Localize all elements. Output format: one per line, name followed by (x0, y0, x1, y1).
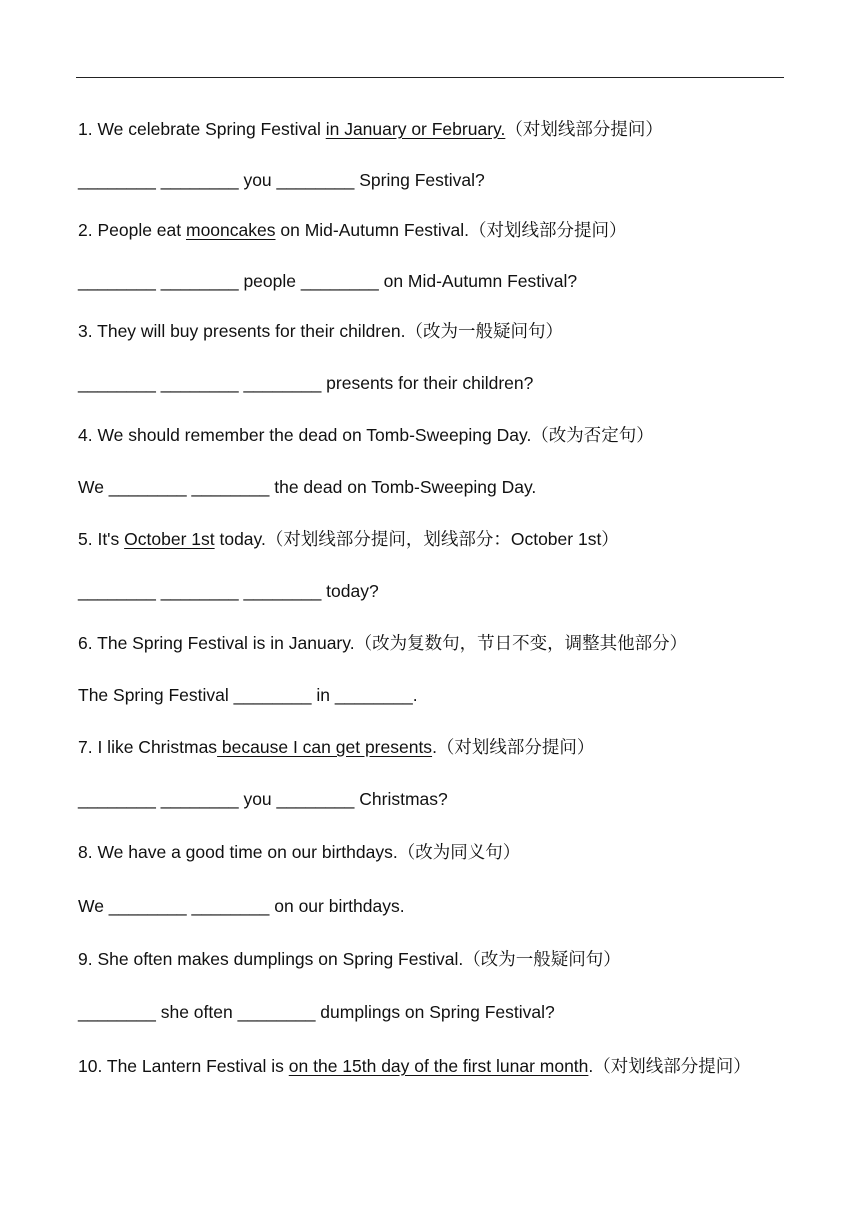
question-7-prompt: 7. I like Christmas because I can get presents.（对划线部分提问） (78, 737, 595, 757)
underlined-phrase: on the 15th day of the first lunar month (288, 1056, 589, 1076)
question-8-answer-line[interactable]: We ________ ________ on our birthdays. (78, 896, 405, 916)
question-3-prompt: 3. They will buy presents for their children.（改为一般疑问句） (78, 321, 563, 341)
question-2-answer-line[interactable]: ________ ________ people ________ on Mid-Autumn Festival? (78, 271, 578, 291)
question-5-prompt: 5. It's October 1st today.（对划线部分提问，划线部分：October 1st） (78, 529, 619, 549)
question-10-prompt: 10. The Lantern Festival is on the 15th day of the first lunar month.（对划线部分提问） (78, 1056, 751, 1076)
header-rule (76, 77, 784, 78)
question-8-prompt: 8. We have a good time on our birthdays.（改为同义句） (78, 842, 521, 862)
question-7-answer-line[interactable]: ________ ________ you ________ Christmas? (78, 789, 448, 809)
underlined-phrase: because I can get presents (217, 737, 433, 757)
question-4-answer-line[interactable]: We ________ ________ the dead on Tomb-Sweeping Day. (78, 477, 537, 497)
question-9-prompt: 9. She often makes dumplings on Spring Festival.（改为一般疑问句） (78, 949, 621, 969)
question-3-answer-line[interactable]: ________ ________ ________ presents for their children? (78, 373, 534, 393)
question-2-prompt: 2. People eat mooncakes on Mid-Autumn Festival.（对划线部分提问） (78, 220, 627, 240)
question-9-answer-line[interactable]: ________ she often ________ dumplings on Spring Festival? (78, 1002, 555, 1022)
question-6-answer-line[interactable]: The Spring Festival ________ in ________. (78, 685, 418, 705)
question-4-prompt: 4. We should remember the dead on Tomb-Sweeping Day.（改为否定句） (78, 425, 654, 445)
question-1-prompt: 1. We celebrate Spring Festival in January or February.（对划线部分提问） (78, 119, 663, 139)
question-6-prompt: 6. The Spring Festival is in January.（改为复数句，节日不变，调整其他部分） (78, 633, 688, 653)
question-1-answer-line[interactable]: ________ ________ you ________ Spring Festival? (78, 170, 485, 190)
question-5-answer-line[interactable]: ________ ________ ________ today? (78, 581, 379, 601)
underlined-phrase: October 1st (124, 529, 215, 549)
underlined-phrase: mooncakes (186, 220, 276, 240)
underlined-phrase: in January or February. (325, 119, 506, 139)
